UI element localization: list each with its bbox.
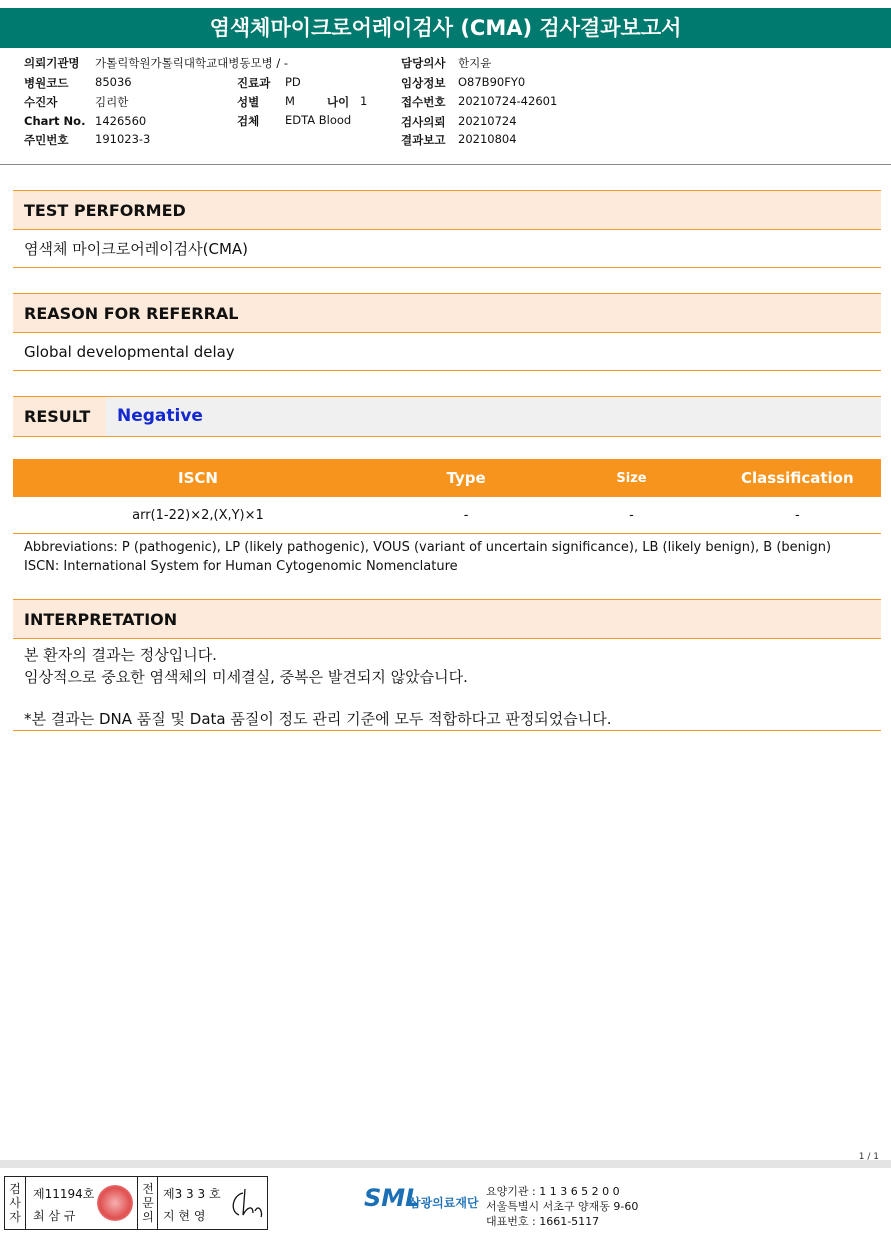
institution-value: 가톨릭학원가톨릭대학교대병동모병 / - (95, 56, 289, 70)
examiner-number: 제11194호 (33, 1187, 95, 1201)
doctor-value: 한지윤 (458, 56, 492, 70)
sex-value: M (285, 94, 295, 108)
specialist-vertical-label: 전문의 (142, 1182, 154, 1224)
examiner-name: 최 삼 규 (33, 1209, 76, 1223)
interpretation-line: 본 환자의 결과는 정상입니다. (24, 646, 217, 664)
cell-size: - (549, 497, 713, 534)
specimen-value: EDTA Blood (285, 113, 352, 127)
clinical-label: 임상정보 (401, 76, 446, 90)
request-value: 20210724 (458, 114, 517, 128)
sex-label: 성별 (237, 95, 260, 109)
clinical-value: O87B90FY0 (458, 75, 526, 89)
receipt-label: 접수번호 (401, 95, 446, 109)
interpretation-divider (13, 730, 881, 731)
report-title: 염색체마이크로어레이검사 (CMA) 검사결과보고서 (0, 8, 891, 48)
page-number: 1 / 1 (858, 1152, 879, 1162)
resident-label: 주민번호 (24, 133, 69, 147)
sml-logo-mark: SML (364, 1184, 421, 1212)
header-iscn: ISCN (13, 459, 383, 497)
signature-icon (225, 1183, 265, 1223)
abbreviations-line: Abbreviations: P (pathogenic), LP (likely pathogenic), VOUS (variant of uncertain significance), LB (likely benign), B (benign) (24, 540, 832, 555)
interpretation-line: 임상적으로 중요한 염색체의 미세결실, 중복은 발견되지 않았습니다. (24, 668, 468, 686)
examiner-vertical-label: 검사자 (9, 1182, 21, 1224)
table-header-row (13, 459, 881, 497)
age-value: 1 (360, 94, 368, 108)
test-performed-heading: TEST PERFORMED (13, 190, 881, 230)
receipt-value: 20210724-42601 (458, 94, 558, 108)
recipient-value: 김리한 (95, 95, 129, 109)
iscn-definition: ISCN: International System for Human Cytogenomic Nomenclature (24, 559, 458, 574)
iscn-table (13, 459, 881, 534)
resident-value: 191023-3 (95, 132, 151, 146)
department-value: PD (285, 75, 301, 89)
chart-value: 1426560 (95, 114, 147, 128)
hospital-code-label: 병원코드 (24, 76, 69, 90)
contact-info (486, 1184, 638, 1229)
abbreviations (24, 538, 831, 576)
institution-label: 의뢰기관명 (24, 56, 80, 70)
chart-label: Chart No. (24, 114, 86, 128)
interpretation-spacer (24, 688, 612, 708)
interpretation-line: *본 결과는 DNA 품질 및 Data 품질이 정도 관리 기준에 모두 적합하다고 판정되었습니다. (24, 710, 612, 728)
contact-line: 요양기관 : 1 1 3 6 5 2 0 0 (486, 1185, 620, 1198)
interpretation-heading: INTERPRETATION (13, 599, 881, 639)
foundation-name: 삼광의료재단 (409, 1196, 479, 1210)
referral-heading: REASON FOR REFERRAL (13, 293, 881, 333)
doctor-label: 담당의사 (401, 56, 446, 70)
result-row (13, 396, 881, 437)
sml-logo (364, 1180, 484, 1224)
request-label: 검사의뢰 (401, 115, 446, 129)
cell-classification: - (714, 497, 881, 534)
age-label: 나이 (327, 95, 350, 109)
test-performed-text: 염색체 마이크로어레이검사(CMA) (13, 231, 881, 268)
header-type: Type (383, 459, 549, 497)
header-size: Size (549, 459, 713, 497)
interpretation-text (24, 644, 612, 730)
contact-line: 대표번호 : 1661-5117 (486, 1215, 600, 1228)
report-value: 20210804 (458, 132, 517, 146)
header-classification: Classification (714, 459, 881, 497)
specimen-label: 검체 (237, 114, 260, 128)
department-label: 진료과 (237, 76, 271, 90)
cell-type: - (383, 497, 549, 534)
footer-bar (0, 1160, 891, 1168)
result-label: RESULT (13, 397, 106, 436)
specialist-number: 제3 3 3 호 (163, 1187, 221, 1201)
contact-line: 서울특별시 서초구 양재동 9-60 (486, 1200, 639, 1213)
recipient-label: 수진자 (24, 95, 58, 109)
patient-info (0, 55, 891, 165)
hospital-code-value: 85036 (95, 75, 132, 89)
table-row (13, 497, 881, 534)
specialist-name: 지 현 영 (163, 1209, 206, 1223)
report-label: 결과보고 (401, 133, 446, 147)
signature-box (4, 1176, 268, 1230)
seal-stamp (97, 1185, 133, 1221)
referral-text: Global developmental delay (13, 334, 881, 371)
result-value: Negative (117, 406, 203, 426)
cell-iscn: arr(1-22)×2,(X,Y)×1 (13, 497, 383, 534)
header-divider (0, 164, 891, 165)
